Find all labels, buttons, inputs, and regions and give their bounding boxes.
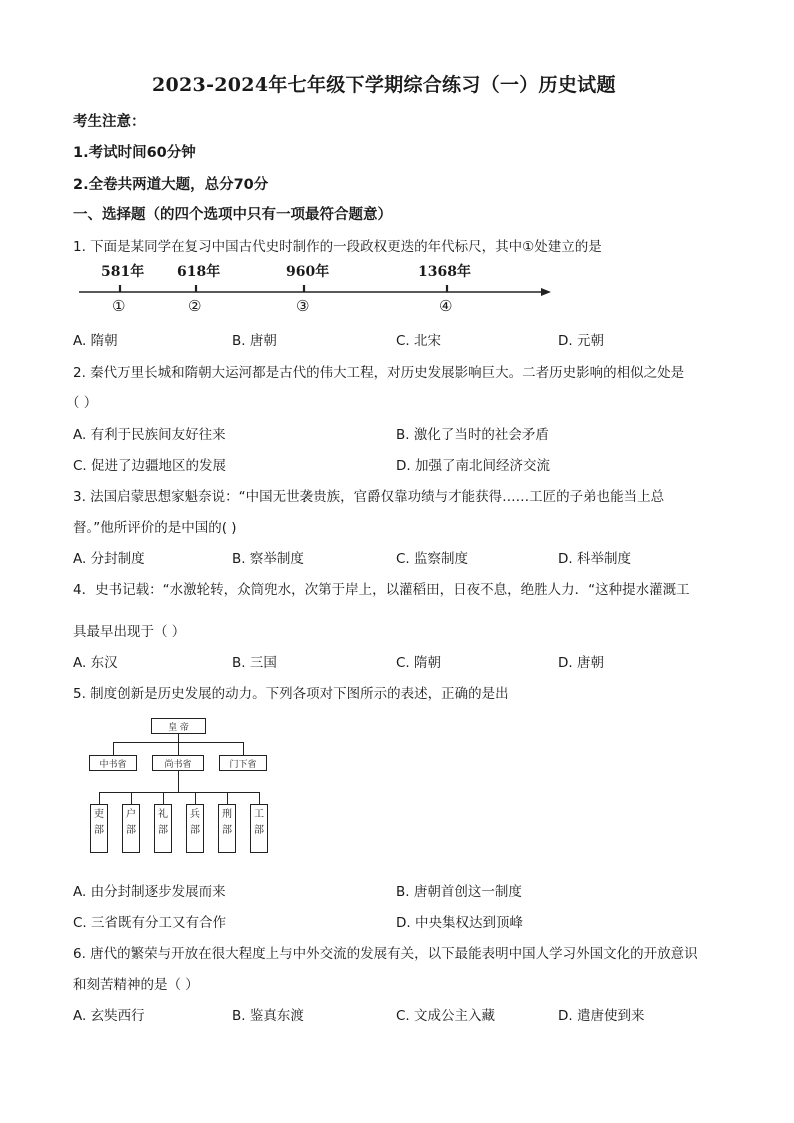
option-c: C. 文成公主入藏 [396, 1008, 496, 1024]
option-d: D. 中央集权达到顶峰 [396, 915, 523, 931]
org-connector [227, 792, 228, 804]
option-a: A. 由分封制逐步发展而来 [73, 884, 226, 900]
timeline-marker: ③ [296, 297, 310, 315]
option-d: D. 元朝 [558, 333, 604, 349]
question-2-text: 2. 秦代万里长城和隋朝大运河都是古代的伟大工程，对历史发展影响巨大。二者历史影响的相似之处是 [73, 365, 685, 381]
option-a: A. 有利于民族间友好往来 [73, 427, 226, 443]
org-connector [178, 734, 179, 755]
org-ministry-gong: 工部 [250, 804, 268, 853]
question-3-text-cont: 督。”他所评价的是中国的( ) [73, 520, 237, 536]
option-b: B. 三国 [232, 655, 277, 671]
timeline-axis [75, 283, 555, 303]
org-connector [131, 792, 132, 804]
option-c: C. 隋朝 [396, 655, 442, 671]
org-menxia: 门下省 [219, 755, 267, 771]
timeline-marker: ① [112, 297, 126, 315]
timeline-marker: ④ [439, 297, 453, 315]
org-connector [178, 771, 179, 792]
org-connector [195, 792, 196, 804]
option-d: D. 唐朝 [558, 655, 604, 671]
org-connector [243, 742, 244, 755]
option-c: C. 三省既有分工又有合作 [73, 915, 227, 931]
option-a: A. 东汉 [73, 655, 118, 671]
org-connector [259, 792, 260, 804]
option-d: D. 科举制度 [558, 551, 631, 567]
timeline-year: 1368年 [418, 264, 471, 280]
timeline-year: 618年 [177, 264, 221, 280]
question-5-text: 5. 制度创新是历史发展的动力。下列各项对下图所示的表述，正确的是出 [73, 686, 509, 702]
notice-heading: 考生注意： [73, 114, 146, 130]
org-connector [99, 792, 100, 804]
org-ministry-li: 吏部 [90, 804, 108, 853]
question-4-text-cont: 具最早出现于（ ） [73, 624, 186, 640]
option-b: B. 唐朝 [232, 333, 277, 349]
org-emperor: 皇 帝 [151, 718, 206, 734]
option-b: B. 察举制度 [232, 551, 304, 567]
org-ministry-hu: 户部 [122, 804, 140, 853]
notice-item: 1.考试时间60分钟 [73, 145, 196, 161]
section-heading: 一、选择题（的四个选项中只有一项最符合题意） [73, 207, 392, 223]
org-connector [99, 792, 260, 793]
option-a: A. 隋朝 [73, 333, 118, 349]
org-connector [113, 742, 114, 755]
timeline-marker: ② [188, 297, 202, 315]
option-b: B. 激化了当时的社会矛盾 [396, 427, 549, 443]
org-connector [163, 792, 164, 804]
timeline-year: 581年 [101, 264, 145, 280]
org-ministry-xing: 刑部 [218, 804, 236, 853]
question-6-text-cont: 和刻苦精神的是（ ） [73, 977, 199, 993]
org-shangshu: 尚书省 [152, 755, 204, 771]
org-ministry-bing: 兵部 [186, 804, 204, 853]
option-a: A. 玄奘西行 [73, 1008, 145, 1024]
option-d: D. 遣唐使到来 [558, 1008, 645, 1024]
org-zhongshu: 中书省 [89, 755, 137, 771]
question-3-text: 3. 法国启蒙思想家魁奈说：“中国无世袭贵族，官爵仅靠功绩与才能获得……工匠的子弟也能当上总 [73, 489, 665, 505]
option-a: A. 分封制度 [73, 551, 145, 567]
option-c: C. 促进了边疆地区的发展 [73, 458, 227, 474]
question-1-text: 1. 下面是某同学在复习中国古代史时制作的一段政权更迭的年代标尺，其中①处建立的是 [73, 239, 602, 255]
option-b: B. 鉴真东渡 [232, 1008, 304, 1024]
option-b: B. 唐朝首创这一制度 [396, 884, 522, 900]
option-d: D. 加强了南北间经济交流 [396, 458, 550, 474]
question-2-bracket: （ ） [66, 395, 98, 411]
notice-item: 2.全卷共两道大题，总分70分 [73, 177, 269, 193]
question-6-text: 6. 唐代的繁荣与开放在很大程度上与中外交流的发展有关，以下最能表明中国人学习外国文化的开放意识 [73, 946, 698, 962]
org-ministry-li-rites: 礼部 [154, 804, 172, 853]
option-c: C. 监察制度 [396, 551, 469, 567]
timeline-year: 960年 [286, 264, 330, 280]
question-4-text: 4．史书记载：“水激轮转，众筒兜水，次第于岸上，以灌稻田，日夜不息，绝胜人力．“这种提水灌溉工 [73, 582, 690, 598]
page-title: 2023-2024年七年级下学期综合练习（一）历史试题 [152, 74, 616, 96]
option-c: C. 北宋 [396, 333, 442, 349]
